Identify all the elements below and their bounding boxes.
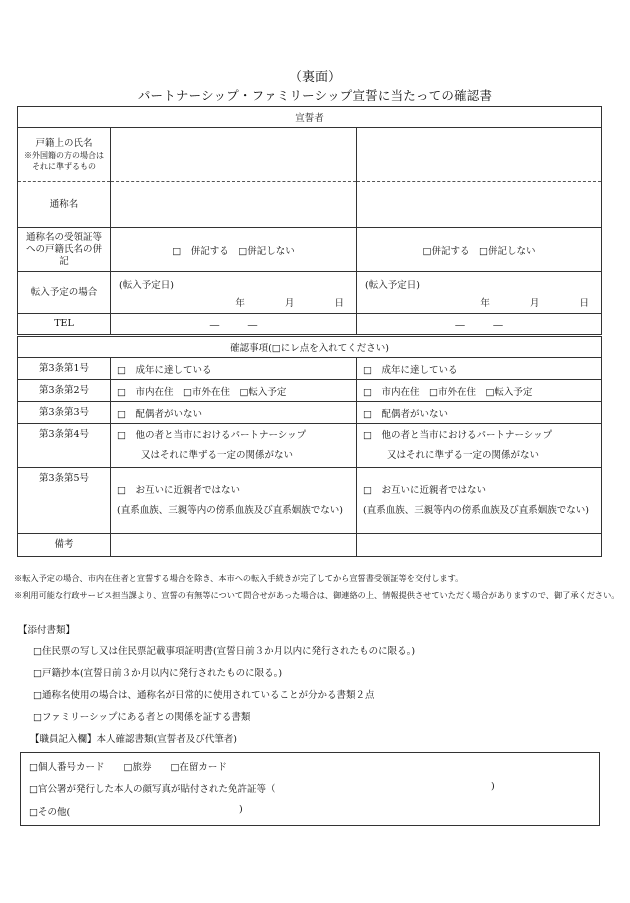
attachment-item[interactable]: □通称名使用の場合は、通称名が日常的に使用されていることが分かる書類２点 <box>33 690 375 701</box>
article-3-4-text: □ 他の者と当市におけるパートナーシップ <box>363 429 553 441</box>
article-3-2-check-1[interactable]: □ 市内在住 □市外在住 □転入予定 <box>111 380 357 402</box>
article-3-3-check-2[interactable]: □ 配偶者がいない <box>357 402 602 424</box>
koseki-name-field-2[interactable] <box>357 128 602 182</box>
common-name-label: 通称名 <box>18 182 111 228</box>
date-units <box>480 295 589 309</box>
article-3-5-label: 第3条第5号 <box>18 468 111 534</box>
article-3-1-check-1[interactable]: □ 成年に達している <box>111 358 357 380</box>
staff-id-line-1[interactable]: □個人番号カード □旅券 □在留カード <box>29 762 227 773</box>
article-3-1-label: 第3条第1号 <box>18 358 111 380</box>
attachment-item[interactable]: □戸籍抄本(宣誓日前３か月以内に発行されたものに限る。) <box>33 668 283 679</box>
move-in-date-caption: (転入予定日) <box>365 279 420 291</box>
staff-id-line-3-close: ) <box>239 804 243 815</box>
article-3-5-check-1[interactable] <box>111 468 357 534</box>
article-3-4-check-2[interactable] <box>357 424 602 468</box>
move-in-label: 転入予定の場合 <box>18 272 111 314</box>
attachments-heading: 【添付書類】 <box>18 625 76 636</box>
article-3-5-text2: (直系血族、三親等内の傍系血族及び直系姻族でない) <box>117 504 343 516</box>
common-name-field-1[interactable] <box>111 182 357 228</box>
common-name-field-2[interactable] <box>357 182 602 228</box>
joint-listing-options-1[interactable]: □ 併記する □併記しない <box>111 228 357 272</box>
remarks-field-1[interactable] <box>111 534 357 557</box>
move-in-date-caption: (転入予定日) <box>119 279 174 291</box>
staff-id-line-3-text: □その他( <box>29 807 71 818</box>
note-info-sharing: ※利用可能な行政サービス担当課より、宣誓の有無等について問合せがあった場合は、御連絡の上、情報提供させていただく場合がありますので、御了承ください。 <box>14 590 620 600</box>
day-unit: 日 <box>334 297 344 309</box>
koseki-name-label <box>18 128 111 182</box>
oath-taker-header: 宣誓者 <box>18 107 602 128</box>
tel-field-2[interactable]: ― ― <box>357 314 602 336</box>
year-unit: 年 <box>480 297 490 309</box>
month-unit: 月 <box>529 297 540 309</box>
joint-listing-label: 通称名の受領証等への戸籍氏名の併記 <box>18 228 111 272</box>
move-in-date-field-1[interactable] <box>111 272 357 314</box>
reverse-side-label: （裏面） <box>288 70 341 85</box>
article-3-4-text2: 又はそれに準ずる一定の関係がない <box>387 449 540 461</box>
oath-confirmation-table <box>17 106 602 557</box>
remarks-field-2[interactable] <box>357 534 602 557</box>
koseki-name-text: 戸籍上の氏名 <box>35 137 93 149</box>
article-3-5-text2: (直系血族、三親等内の傍系血族及び直系姻族でない) <box>363 504 589 516</box>
tel-field-1[interactable]: ― ― <box>111 314 357 336</box>
article-3-2-check-2[interactable]: □ 市内在住 □市外在住 □転入予定 <box>357 380 602 402</box>
article-3-4-text2: 又はそれに準ずる一定の関係がない <box>141 449 294 461</box>
staff-heading: 【職員記入欄】本人確認書類(宣誓者及び代筆者) <box>30 734 237 745</box>
article-3-4-check-1[interactable] <box>111 424 357 468</box>
article-3-1-check-2[interactable]: □ 成年に達している <box>357 358 602 380</box>
staff-id-box <box>20 752 600 826</box>
article-3-3-check-1[interactable]: □ 配偶者がいない <box>111 402 357 424</box>
year-unit: 年 <box>235 297 245 309</box>
confirmation-header: 確認事項(□にレ点を入れてください) <box>18 336 602 358</box>
joint-listing-options-2[interactable]: □併記する □併記しない <box>357 228 602 272</box>
attachment-item[interactable]: □ファミリーシップにある者との関係を証する書類 <box>33 712 251 723</box>
remarks-label: 備考 <box>18 534 111 557</box>
document-title: パートナーシップ・ファミリーシップ宣誓に当たっての確認書 <box>137 88 493 103</box>
staff-id-line-3[interactable] <box>29 804 243 818</box>
day-unit: 日 <box>579 297 590 309</box>
staff-id-line-2-close: ) <box>491 781 495 792</box>
tel-label: TEL <box>18 314 111 336</box>
article-3-4-label: 第3条第4号 <box>18 424 111 468</box>
article-3-3-label: 第3条第3号 <box>18 402 111 424</box>
koseki-name-note: ※外国籍の方の場合はそれに準ずるもの <box>24 150 104 171</box>
date-units <box>235 295 344 309</box>
article-3-2-label: 第3条第2号 <box>18 380 111 402</box>
staff-id-line-2[interactable] <box>29 781 495 795</box>
month-unit: 月 <box>284 297 295 309</box>
article-3-4-text: □ 他の者と当市におけるパートナーシップ <box>117 429 307 441</box>
staff-id-line-2-text: □官公署が発行した本人の顔写真が貼付された免許証等（ <box>29 784 276 795</box>
article-3-5-text: □ お互いに近親者ではない <box>363 484 486 496</box>
article-3-5-check-2[interactable] <box>357 468 602 534</box>
attachment-item[interactable]: □住民票の写し又は住民票記載事項証明書(宣誓日前３か月以内に発行されたものに限る。) <box>33 646 416 657</box>
note-move-in: ※転入予定の場合、市内在住者と宣誓する場合を除き、本市への転入手続きが完了してから宣誓書受領証等を交付します。 <box>14 573 464 583</box>
move-in-date-field-2[interactable] <box>357 272 602 314</box>
koseki-name-field-1[interactable] <box>111 128 357 182</box>
article-3-5-text: □ お互いに近親者ではない <box>117 484 240 496</box>
